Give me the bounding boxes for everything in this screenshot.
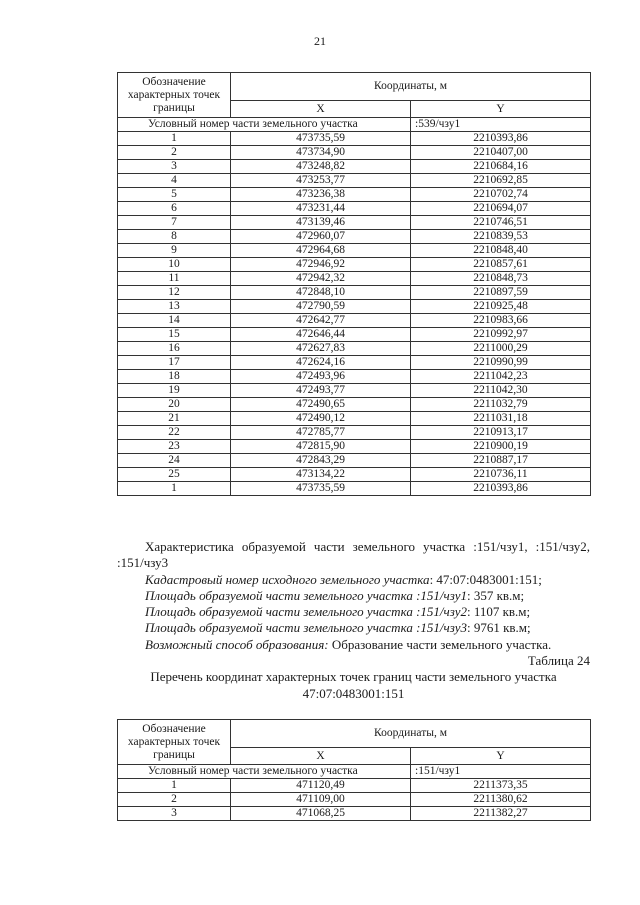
table-row <box>118 286 591 300</box>
area1-value: : 357 кв.м; <box>466 587 525 603</box>
point-number: 24 <box>118 454 231 468</box>
coord-x: 472946,92 <box>231 258 411 272</box>
coord-x: 471120,49 <box>231 779 411 793</box>
point-number: 3 <box>118 807 231 821</box>
table-row <box>118 468 591 482</box>
table-row <box>118 244 591 258</box>
coord-x: 472815,90 <box>231 440 411 454</box>
point-number: 21 <box>118 412 231 426</box>
coord-y: 2210913,17 <box>411 426 591 440</box>
coord-x: 472942,32 <box>231 272 411 286</box>
table-row <box>118 132 591 146</box>
table-row <box>118 412 591 426</box>
table-row <box>118 482 591 496</box>
coord-x: 472790,59 <box>231 300 411 314</box>
area3-value: : 9761 кв.м; <box>466 620 531 636</box>
coord-y: 2210857,61 <box>411 258 591 272</box>
coord-y: 2211032,79 <box>411 398 591 412</box>
point-number: 10 <box>118 258 231 272</box>
table-row <box>118 440 591 454</box>
area3-label: Площадь образуемой части земельного участка :151/чзу3 <box>145 620 467 636</box>
coord-y: 2210702,74 <box>411 188 591 202</box>
coord-y: 2210992,97 <box>411 328 591 342</box>
table-number: Таблица 24 <box>527 653 590 669</box>
coord-y: 2210839,53 <box>411 230 591 244</box>
characteristic-block <box>117 539 590 702</box>
area1-label: Площадь образуемой части земельного участка :151/чзу1 <box>145 587 467 603</box>
table-row <box>118 174 591 188</box>
coord-y: 2210990,99 <box>411 356 591 370</box>
coord-x: 473735,59 <box>231 482 411 496</box>
coordinates-table-151 <box>117 719 591 821</box>
point-number: 16 <box>118 342 231 356</box>
coord-y: 2211382,27 <box>411 807 591 821</box>
coord-x: 472960,07 <box>231 230 411 244</box>
area2-value: : 1107 кв.м; <box>466 604 531 620</box>
coord-x: 472627,83 <box>231 342 411 356</box>
point-number: 23 <box>118 440 231 454</box>
table-row <box>118 793 591 807</box>
coord-y: 2210887,17 <box>411 454 591 468</box>
point-number: 1 <box>118 482 231 496</box>
point-number: 8 <box>118 230 231 244</box>
point-number: 19 <box>118 384 231 398</box>
point-number: 14 <box>118 314 231 328</box>
cadastral-label: Кадастровый номер исходного земельного участка <box>145 571 430 587</box>
area2-label: Площадь образуемой части земельного участка :151/чзу2 <box>145 604 467 620</box>
table-row <box>118 342 591 356</box>
coord-x: 471109,00 <box>231 793 411 807</box>
coord-x: 472493,96 <box>231 370 411 384</box>
coord-x: 472785,77 <box>231 426 411 440</box>
table-row <box>118 398 591 412</box>
coord-x: 472848,10 <box>231 286 411 300</box>
point-number: 2 <box>118 146 231 160</box>
coord-x: 473253,77 <box>231 174 411 188</box>
header-x: X <box>231 748 411 765</box>
coord-y: 2210925,48 <box>411 300 591 314</box>
coord-x: 472490,12 <box>231 412 411 426</box>
coord-y: 2211042,23 <box>411 370 591 384</box>
coord-y: 2211380,62 <box>411 793 591 807</box>
coord-y: 2211042,30 <box>411 384 591 398</box>
coord-x: 473139,46 <box>231 216 411 230</box>
coord-y: 2210407,00 <box>411 146 591 160</box>
part-number-label: Условный номер части земельного участка <box>118 118 411 132</box>
page-number: 21 <box>314 34 326 48</box>
point-number: 20 <box>118 398 231 412</box>
method-label: Возможный способ образования: <box>145 636 329 652</box>
header-coordinates: Координаты, м <box>231 720 591 748</box>
coord-y: 2210393,86 <box>411 482 591 496</box>
table-row <box>118 356 591 370</box>
coord-y: 2210897,59 <box>411 286 591 300</box>
coord-y: 2210900,19 <box>411 440 591 454</box>
coord-x: 472843,29 <box>231 454 411 468</box>
point-number: 5 <box>118 188 231 202</box>
point-number: 4 <box>118 174 231 188</box>
coord-x: 472642,77 <box>231 314 411 328</box>
coord-x: 473134,22 <box>231 468 411 482</box>
characteristic-title: Характеристика образуемой части земельного участка :151/чзу1, :151/чзу2, :151/чзу3 <box>117 539 590 571</box>
coord-y: 2210393,86 <box>411 132 591 146</box>
coord-y: 2211031,18 <box>411 412 591 426</box>
point-number: 9 <box>118 244 231 258</box>
point-number: 15 <box>118 328 231 342</box>
coord-y: 2210684,16 <box>411 160 591 174</box>
header-coordinates: Координаты, м <box>231 73 591 101</box>
header-x: X <box>231 101 411 118</box>
coord-y: 2211373,35 <box>411 779 591 793</box>
point-number: 1 <box>118 132 231 146</box>
coord-x: 473248,82 <box>231 160 411 174</box>
table-row <box>118 160 591 174</box>
coord-x: 473231,44 <box>231 202 411 216</box>
table-row <box>118 230 591 244</box>
point-number: 22 <box>118 426 231 440</box>
table-row <box>118 779 591 793</box>
coord-x: 472964,68 <box>231 244 411 258</box>
table-row <box>118 454 591 468</box>
point-number: 3 <box>118 160 231 174</box>
coord-y: 2210736,11 <box>411 468 591 482</box>
point-number: 12 <box>118 286 231 300</box>
table-row <box>118 370 591 384</box>
coord-x: 473236,38 <box>231 188 411 202</box>
table-row <box>118 426 591 440</box>
coord-x: 473735,59 <box>231 132 411 146</box>
coord-y: 2210692,85 <box>411 174 591 188</box>
part-number-label: Условный номер части земельного участка <box>118 765 411 779</box>
point-number: 7 <box>118 216 231 230</box>
table-row <box>118 807 591 821</box>
point-number: 1 <box>118 779 231 793</box>
coord-y: 2210983,66 <box>411 314 591 328</box>
point-number: 6 <box>118 202 231 216</box>
header-point-designation: Обозначение характерных точек границы <box>118 73 231 118</box>
table-row <box>118 146 591 160</box>
coordinates-table-539 <box>117 72 591 496</box>
coord-y: 2210848,40 <box>411 244 591 258</box>
point-number: 2 <box>118 793 231 807</box>
cadastral-value: : 47:07:0483001:151; <box>429 571 542 587</box>
point-number: 11 <box>118 272 231 286</box>
point-number: 13 <box>118 300 231 314</box>
header-y: Y <box>411 101 591 118</box>
coord-y: 2211000,29 <box>411 342 591 356</box>
coord-x: 472624,16 <box>231 356 411 370</box>
coord-x: 473734,90 <box>231 146 411 160</box>
point-number: 25 <box>118 468 231 482</box>
table-row <box>118 258 591 272</box>
table-row <box>118 188 591 202</box>
table-title-line2: 47:07:0483001:151 <box>302 685 405 701</box>
coord-x: 472490,65 <box>231 398 411 412</box>
table-row <box>118 272 591 286</box>
part-number-value: :151/чзу1 <box>411 765 591 779</box>
header-y: Y <box>411 748 591 765</box>
coord-y: 2210746,51 <box>411 216 591 230</box>
table-row <box>118 328 591 342</box>
coord-x: 471068,25 <box>231 807 411 821</box>
part-number-value: :539/чзу1 <box>411 118 591 132</box>
point-number: 17 <box>118 356 231 370</box>
method-value: Образование части земельного участка. <box>328 636 552 652</box>
header-point-designation: Обозначение характерных точек границы <box>118 720 231 765</box>
table-row <box>118 314 591 328</box>
coord-y: 2210848,73 <box>411 272 591 286</box>
table-row <box>118 216 591 230</box>
point-number: 18 <box>118 370 231 384</box>
coord-x: 472493,77 <box>231 384 411 398</box>
table-title-line1: Перечень координат характерных точек границ части земельного участка <box>150 669 557 685</box>
table-row <box>118 202 591 216</box>
table-row <box>118 384 591 398</box>
table-row <box>118 300 591 314</box>
coord-x: 472646,44 <box>231 328 411 342</box>
coord-y: 2210694,07 <box>411 202 591 216</box>
